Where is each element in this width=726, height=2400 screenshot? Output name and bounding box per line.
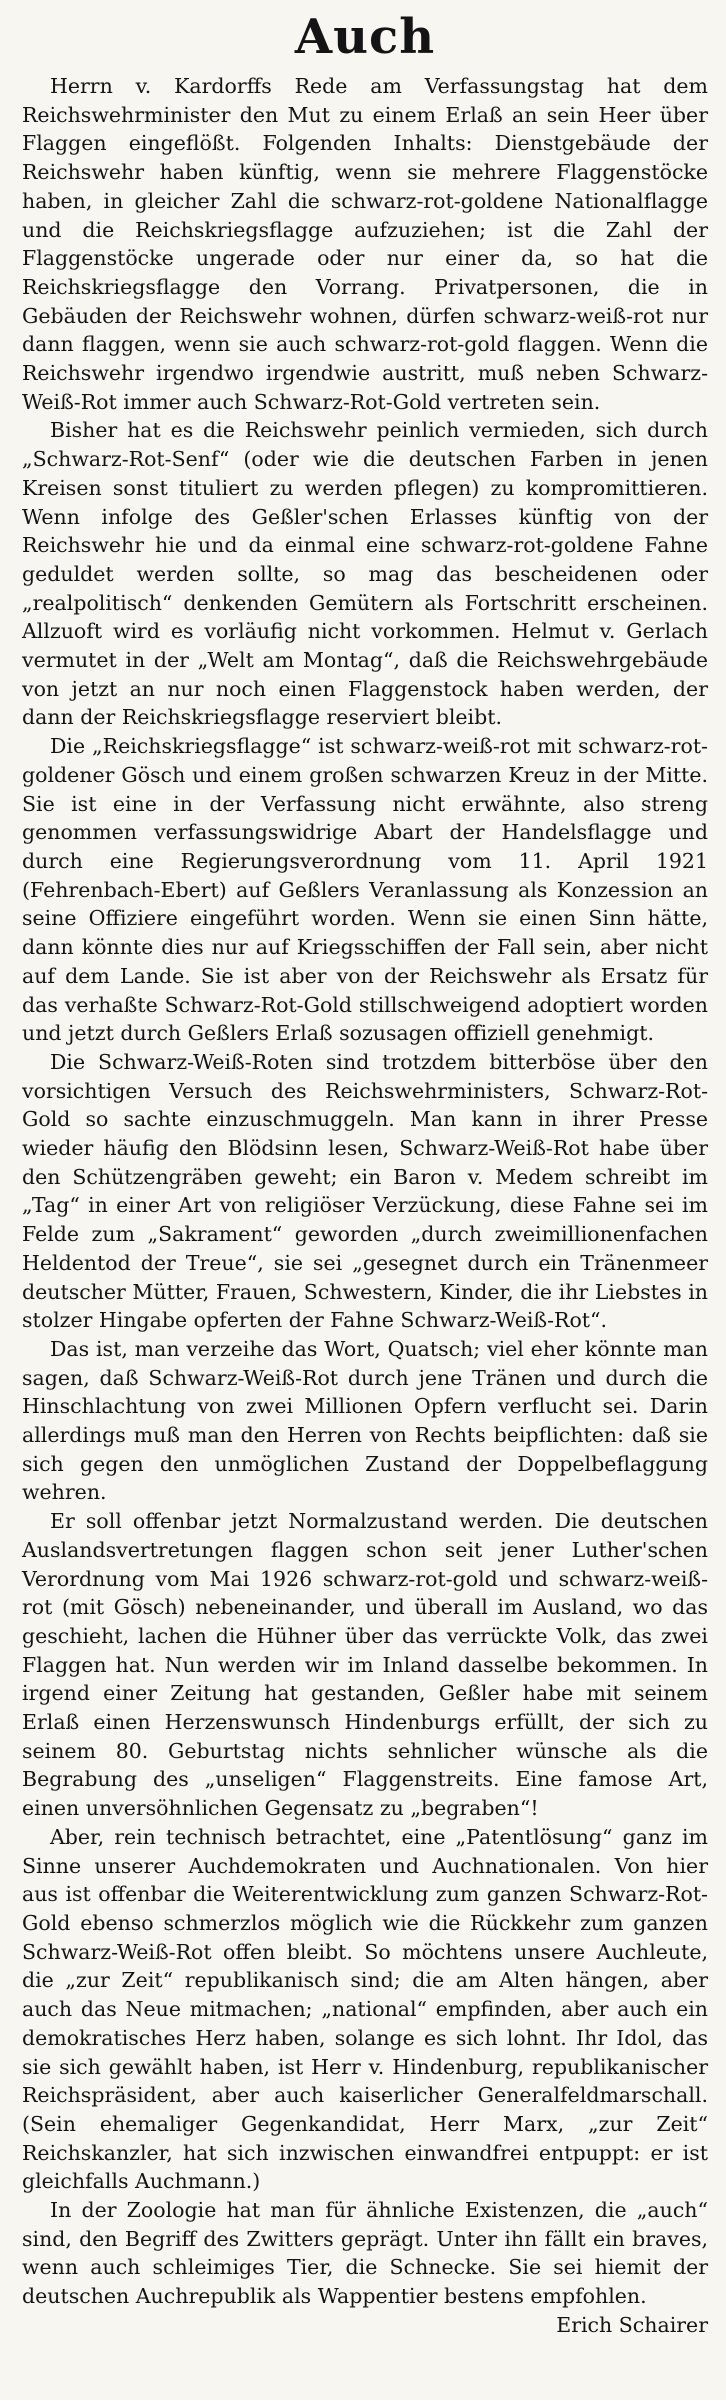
article-body — [22, 72, 708, 2340]
author-signature: Erich Schairer — [556, 2312, 708, 2337]
article-paragraph: Die Schwarz-Weiß-Roten sind trotzdem bitterböse über den vorsichtigen Versuch des Reichswehrministers, Schwarz-Rot-Gold so sachte einzuschmuggeln. Man kann in ihrer Presse wieder häufig den Blödsinn lesen, Schwarz-Weiß-Rot habe über den Schützengräben geweht; ein Baron v. Medem schreibt im „Tag“ in einer Art von religiöser Verzückung, diese Fahne sei im Felde zum „Sakrament“ geworden „durch zweimillionenfachen Heldentod der Treue“, sie sei „gesegnet durch ein Tränenmeer deutscher Mütter, Frauen, Schwestern, Kinder, die ihr Liebstes in stolzer Hingabe opferten der Fahne Schwarz-Weiß-Rot“. — [22, 1049, 708, 1333]
article-paragraph: Herrn v. Kardorffs Rede am Verfassungstag hat dem Reichswehrminister den Mut zu einem Erlaß an sein Heer über Flaggen eingeflößt. Folgenden Inhalts: Dienstgebäude der Reichswehr haben künftig, wenn sie mehrere Flaggenstöcke haben, in gleicher Zahl die schwarz-rot-goldene Nationalflagge und die Reichskriegsflagge aufzuziehen; ist die Zahl der Flaggenstöcke ungerade oder nur einer da, so hat die Reichskriegsflagge den Vorrang. Privatpersonen, die in Gebäuden der Reichswehr wohnen, dürfen schwarz-weiß-rot nur dann flaggen, wenn sie auch schwarz-rot-gold flaggen. Wenn die Reichswehr irgendwo irgendwie austritt, muß neben Schwarz-Weiß-Rot immer auch Schwarz-Rot-Gold vertreten sein. — [22, 74, 708, 414]
article-title: Auch — [294, 9, 436, 65]
article-paragraph-text: In der Zoologie hat man für ähnliche Existenzen, die „auch“ sind, den Begriff des Zwitters geprägt. Unter ihn fällt ein braves, wenn auch schleimiges Tier, die Schnecke. Sie sei hiemit der deutschen Auchrepublik als Wappentier bestens empfohlen. — [22, 2198, 708, 2309]
article-paragraph: Aber, rein technisch betrachtet, eine „Patentlösung“ ganz im Sinne unserer Auchdemokraten und Auchnationalen. Von hier aus ist offenbar die Weiterentwicklung zum ganzen Schwarz-Rot-Gold ebenso schmerzlos möglich wie die Rückkehr zum ganzen Schwarz-Weiß-Rot offen bleibt. So möchtens unsere Auchleute, die „zur Zeit“ republikanisch sind; die am Alten hängen, aber auch das Neue mitmachen; „national“ empfinden, aber auch ein demokratisches Herz haben, solange es sich lohnt. Ihr Idol, das sie sich gewählt haben, ist Herr v. Hindenburg, republikanischer Reichspräsident, aber auch kaiserlicher Generalfeldmarschall. (Sein ehemaliger Gegenkandidat, Herr Marx, „zur Zeit“ Reichskanzler, hat sich inzwischen einwandfrei entpuppt: er ist gleichfalls Auchmann.) — [22, 1824, 708, 2194]
article-paragraph — [22, 2196, 708, 2340]
article-paragraph: Das ist, man verzeihe das Wort, Quatsch; viel eher könnte man sagen, daß Schwarz-Weiß-Rot durch jene Tränen und durch die Hinschlachtung von zwei Millionen Opfern verflucht sei. Darin allerdings muß man den Herren von Rechts beipflichten: daß sie sich gegen den unmöglichen Zustand der Doppelbeflaggung wehren. — [22, 1336, 708, 1505]
article-paragraph: Er soll offenbar jetzt Normalzustand werden. Die deutschen Auslandsvertretungen flaggen schon seit jener Luther'schen Verordnung vom Mai 1926 schwarz-rot-gold und schwarz-weiß-rot (mit Gösch) nebeneinander, und überall im Ausland, wo das geschieht, lachen die Hühner über das verrückte Volk, das zwei Flaggen hat. Nun werden wir im Inland dasselbe bekommen. In irgend einer Zeitung hat gestanden, Geßler habe mit seinem Erlaß einen Herzenswunsch Hindenburgs erfüllt, der sich zu seinem 80. Geburtstag nichts sehnlicher wünsche als die Begrabung des „unseligen“ Flaggenstreits. Eine famose Art, einen unversöhnlichen Gegensatz zu „begraben“! — [22, 1509, 708, 1821]
article-paragraph: Bisher hat es die Reichswehr peinlich vermieden, sich durch „Schwarz-Rot-Senf“ (oder wie die deutschen Farben in jenen Kreisen sonst tituliert zu werden pflegen) zu kompromittieren. Wenn infolge des Geßler'schen Erlasses künftig von der Reichswehr hie und da einmal eine schwarz-rot-goldene Fahne geduldet werden sollte, so mag das bescheidenen oder „realpolitisch“ denkenden Gemütern als Fortschritt erscheinen. Allzuoft wird es vorläufig nicht vorkommen. Helmut v. Gerlach vermutet in der „Welt am Montag“, daß die Reichswehrgebäude von jetzt an nur noch einen Flaggenstock haben werden, der dann der Reichskriegsflagge reserviert bleibt. — [22, 418, 708, 730]
article-paragraph: Die „Reichskriegsflagge“ ist schwarz-weiß-rot mit schwarz-rot-goldener Gösch und einem großen schwarzen Kreuz in der Mitte. Sie ist eine in der Verfassung nicht erwähnte, also streng genommen verfassungswidrige Abart der Handelsflagge und durch eine Regierungsverordnung vom 11. April 1921 (Fehrenbach-Ebert) auf Geßlers Veranlassung als Konzession an seine Offiziere eingeführt worden. Wenn sie einen Sinn hätte, dann könnte dies nur auf Kriegsschiffen der Fall sein, aber nicht auf dem Lande. Sie ist aber von der Reichswehr als Ersatz für das verhaßte Schwarz-Rot-Gold stillschweigend adoptiert worden und jetzt durch Geßlers Erlaß sozusagen offiziell genehmigt. — [22, 734, 708, 1046]
